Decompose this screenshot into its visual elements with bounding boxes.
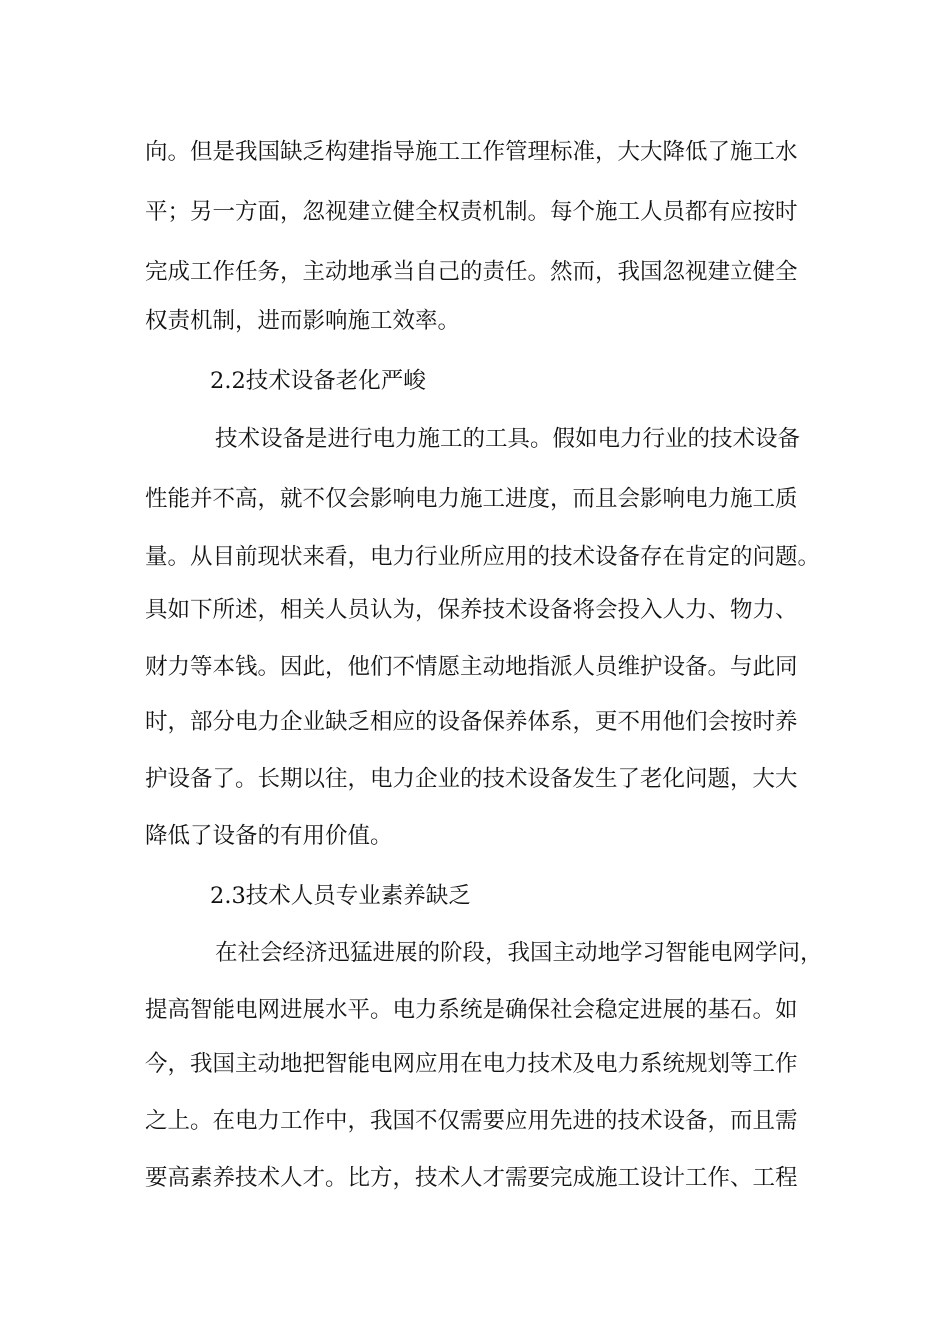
- text-line: 性能并不高，就不仅会影响电力施工进度，而且会影响电力施工质: [145, 486, 798, 512]
- text-line: 要高素养技术人才。比方，技术人才需要完成施工设计工作、工程: [145, 1165, 798, 1191]
- section-heading: 2.2技术设备老化严峻: [210, 368, 426, 394]
- text-line: 具如下所述，相关人员认为，保养技术设备将会投入人力、物力、: [145, 597, 798, 623]
- paragraph-first-line: 技术设备是进行电力施工的工具。假如电力行业的技术设备: [215, 426, 801, 452]
- paragraph-first-line: 在社会经济迅猛进展的阶段，我国主动地学习智能电网学问，: [215, 940, 823, 966]
- text-line: 护设备了。长期以往，电力企业的技术设备发生了老化问题，大大: [145, 766, 798, 792]
- text-line: 今，我国主动地把智能电网应用在电力技术及电力系统规划等工作: [145, 1051, 798, 1077]
- text-line: 完成工作任务，主动地承当自己的责任。然而，我国忽视建立健全: [145, 259, 798, 285]
- text-line: 之上。在电力工作中，我国不仅需要应用先进的技术设备，而且需: [145, 1108, 798, 1134]
- text-line: 量。从目前现状来看，电力行业所应用的技术设备存在肯定的问题。: [145, 544, 821, 570]
- section-heading: 2.3技术人员专业素养缺乏: [210, 883, 471, 909]
- text-line: 财力等本钱。因此，他们不情愿主动地指派人员维护设备。与此同: [145, 654, 798, 680]
- text-line: 时，部分电力企业缺乏相应的设备保养体系，更不用他们会按时养: [145, 709, 798, 735]
- text-line: 权责机制，进而影响施工效率。: [145, 308, 461, 334]
- text-line: 向。但是我国缺乏构建指导施工工作管理标准，大大降低了施工水: [145, 139, 798, 165]
- text-line: 降低了设备的有用价值。: [145, 823, 393, 849]
- text-line: 提高智能电网进展水平。电力系统是确保社会稳定进展的基石。如: [145, 997, 798, 1023]
- text-line: 平；另一方面，忽视建立健全权责机制。每个施工人员都有应按时: [145, 199, 798, 225]
